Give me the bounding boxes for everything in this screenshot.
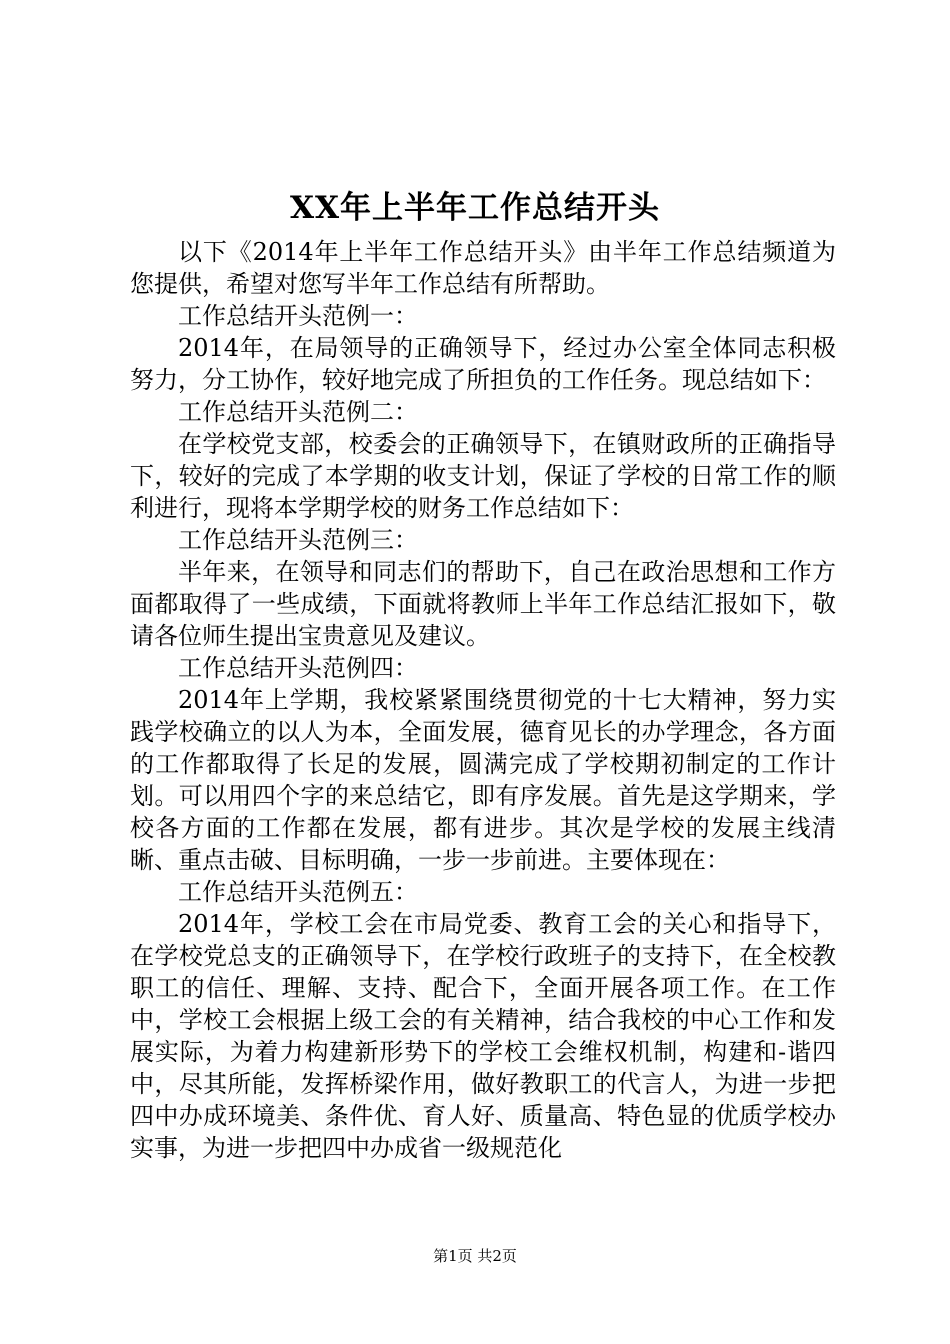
example-paragraph-3: 半年来，在领导和同志们的帮助下，自己在政治思想和工作方面都取得了一些成绩，下面就将教师上半年工作总结汇报如下，敬请各位师生提出宝贵意见及建议。 xyxy=(130,558,836,650)
example-paragraph-4: 2014年上学期，我校紧紧围绕贯彻党的十七大精神，努力实践学校确立的以人为本，全面发展，德育见长的办学理念，各方面的工作都取得了长足的发展，圆满完成了学校期初制定的工作计划。可以用四个字的来总结它，即有序发展。首先是这学期来，学校各方面的工作都在发展，都有进步。其次是学校的发展主线清晰、重点击破、目标明确，一步一步前进。主要体现在： xyxy=(130,686,836,874)
example-heading-5: 工作总结开头范例五： xyxy=(178,878,418,906)
page-number-footer: 第1页 共2页 xyxy=(433,1247,517,1265)
example-paragraph-5: 2014年，学校工会在市局党委、教育工会的关心和指导下，在学校党总支的正确领导下，在学校行政班子的支持下，在全校教职工的信任、理解、支持、配合下，全面开展各项工作。在工作中，学校工会根据上级工会的有关精神，结合我校的中心工作和发展实际，为着力构建新形势下的学校工会维权机制，构建和-谐四中，尽其所能，发挥桥梁作用，做好教职工的代言人，为进一步把四中办成环境美、条件优、育人好、质量高、特色显的优质学校办实事，为进一步把四中办成省一级规范化 xyxy=(130,910,836,1162)
example-heading-2: 工作总结开头范例二： xyxy=(178,398,418,426)
example-paragraph-1: 2014年，在局领导的正确领导下，经过办公室全体同志积极努力，分工协作，较好地完成了所担负的工作任务。现总结如下： xyxy=(130,334,836,394)
example-heading-4: 工作总结开头范例四： xyxy=(178,654,418,682)
document-body xyxy=(130,236,836,1164)
example-heading-1: 工作总结开头范例一： xyxy=(178,302,418,330)
example-paragraph-2: 在学校党支部，校委会的正确领导下，在镇财政所的正确指导下，较好的完成了本学期的收支计划，保证了学校的日常工作的顺利进行，现将本学期学校的财务工作总结如下： xyxy=(130,430,836,522)
document-title: XX年上半年工作总结开头 xyxy=(289,190,661,226)
intro-paragraph: 以下《2014年上半年工作总结开头》由半年工作总结频道为您提供，希望对您写半年工作总结有所帮助。 xyxy=(130,238,836,298)
example-heading-3: 工作总结开头范例三： xyxy=(178,526,418,554)
